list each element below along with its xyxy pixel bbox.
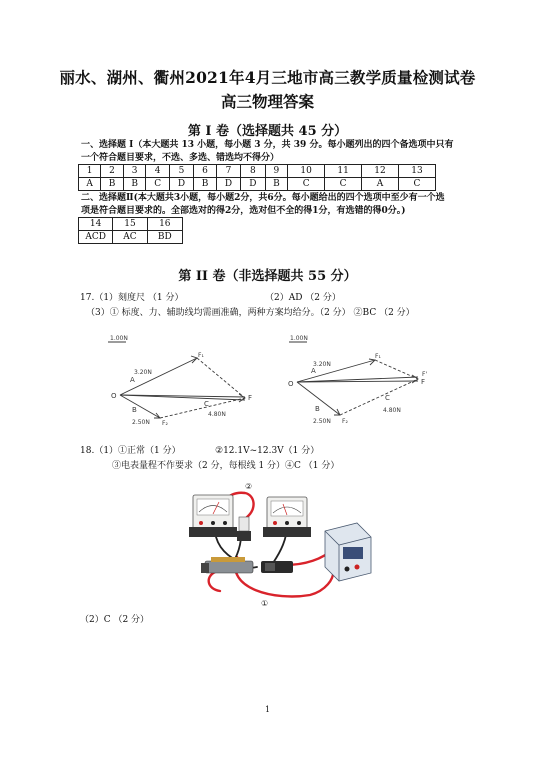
point-b-label: B	[132, 406, 137, 414]
table-cell: 7	[216, 165, 240, 178]
point-b-label: B	[315, 405, 320, 413]
point-f-label: F	[421, 378, 426, 386]
table-cell: 3	[123, 165, 146, 178]
table-cell: 10	[288, 165, 325, 178]
section1-answer-table	[78, 164, 436, 191]
voltmeter-left	[189, 495, 237, 537]
battery-holder	[261, 561, 293, 573]
value-f: 4.80N	[208, 411, 226, 418]
table-cell: B	[123, 178, 146, 191]
section1-text-line2: 一个符合题目要求，不选、多选、错选均不得分）	[81, 152, 280, 163]
table-cell: AC	[113, 231, 147, 244]
table-cell: 12	[362, 165, 399, 178]
table-cell: C	[325, 178, 362, 191]
table-cell: 1	[79, 165, 101, 178]
section2-instructions	[81, 192, 471, 217]
switch-component	[237, 517, 251, 541]
table-cell: 4	[146, 165, 169, 178]
answer-subtitle: 高三物理答案	[220, 92, 314, 111]
table-cell: B	[265, 178, 288, 191]
table-cell: 8	[241, 165, 265, 178]
point-a-label: A	[311, 367, 316, 375]
table-cell: BD	[147, 231, 182, 244]
section2-text-line1: 二、选择题Ⅱ(本大题共3小题，每小题2分，共6分。每小题给出的四个选项中至少有一个选	[81, 193, 445, 203]
table-cell: ACD	[79, 231, 113, 244]
q17-answer-1: 17.（1）刻度尺 （1 分）	[80, 293, 184, 303]
table-cell: 5	[169, 165, 193, 178]
table-cell: B	[101, 178, 124, 191]
table-cell: D	[216, 178, 240, 191]
section2-text-line2: 项是符合题目要求的。全部选对的得2分，选对但不全的得1分，有选错的得0分。)	[81, 205, 406, 216]
q17-answer-3: （3）① 标度、力、辅助线均需画准确，两种方案均给分。（2 分） ②BC （2 分）	[86, 308, 415, 318]
q17-answer-2: （2）AD （2 分）	[265, 293, 341, 303]
table-cell: 6	[194, 165, 217, 178]
table-cell: 14	[79, 218, 113, 231]
part1-heading: 第 I 卷（选择题共 45 分）	[187, 124, 348, 139]
table-cell: B	[194, 178, 217, 191]
force-diagram-right	[285, 330, 435, 430]
table-cell: 2	[101, 165, 124, 178]
section1-number-row	[79, 165, 436, 178]
q18-answer-3: ③电表量程不作要求（2 分，每根线 1 分）④C （1 分）	[112, 461, 340, 471]
section2-number-row	[79, 218, 183, 231]
point-o-label: O	[288, 380, 294, 388]
point-c-label: C	[385, 394, 390, 402]
section1-text-line1: 一、选择题 I（本大题共 13 小题，每小题 3 分，共 39 分。每小题列出的四个备选项中只有	[81, 140, 454, 150]
section2-answer-row	[79, 231, 183, 244]
table-cell: 16	[147, 218, 182, 231]
scale-label: 1.00N	[290, 335, 308, 342]
exam-title: 丽水、湖州、衢州2021年4月三地市高三教学质量检测试卷	[59, 68, 476, 87]
wire-2-label: ②	[245, 482, 253, 491]
point-fprime-label: F'	[422, 371, 428, 378]
q18-answer-part2: （2）C （2 分）	[80, 615, 150, 625]
value-f: 4.80N	[383, 407, 401, 414]
section1-answer-row	[79, 178, 436, 191]
table-cell: D	[169, 178, 193, 191]
table-cell: A	[362, 178, 399, 191]
table-cell: 13	[398, 165, 435, 178]
f1-label: F₁	[375, 353, 381, 360]
q18-answer-2: ②12.1V~12.3V（1 分）	[215, 446, 320, 456]
f2-label: F₂	[342, 418, 348, 425]
power-supply	[325, 523, 371, 581]
value-f2: 2.50N	[132, 419, 150, 426]
point-a-label: A	[130, 376, 135, 384]
value-f1: 3.20N	[134, 369, 152, 376]
scale-label: 1.00N	[110, 335, 128, 342]
f1-label: F₁	[198, 352, 204, 359]
wire-1-label: ①	[261, 599, 269, 607]
section2-answer-table	[78, 217, 183, 244]
circuit-illustration	[175, 477, 385, 607]
voltmeter-right	[263, 497, 311, 537]
page-number: 1	[264, 705, 271, 714]
table-cell: 15	[113, 218, 147, 231]
table-cell: 11	[325, 165, 362, 178]
table-cell: 9	[265, 165, 288, 178]
value-f1: 3.20N	[313, 361, 331, 368]
point-f-label: F	[248, 394, 253, 402]
f2-label: F₂	[162, 420, 168, 427]
part2-heading: 第 II 卷（非选择题共 55 分）	[178, 269, 357, 284]
section1-instructions	[81, 139, 461, 164]
value-f2: 2.50N	[313, 418, 331, 425]
q18-answer-1: 18.（1）①正常（1 分）	[80, 446, 181, 456]
point-c-label: C	[204, 400, 209, 408]
force-diagram-left	[100, 330, 275, 430]
table-cell: C	[398, 178, 435, 191]
table-cell: C	[146, 178, 169, 191]
table-cell: A	[79, 178, 101, 191]
rheostat	[201, 557, 253, 573]
point-o-label: O	[111, 392, 117, 400]
table-cell: C	[288, 178, 325, 191]
table-cell: D	[241, 178, 265, 191]
